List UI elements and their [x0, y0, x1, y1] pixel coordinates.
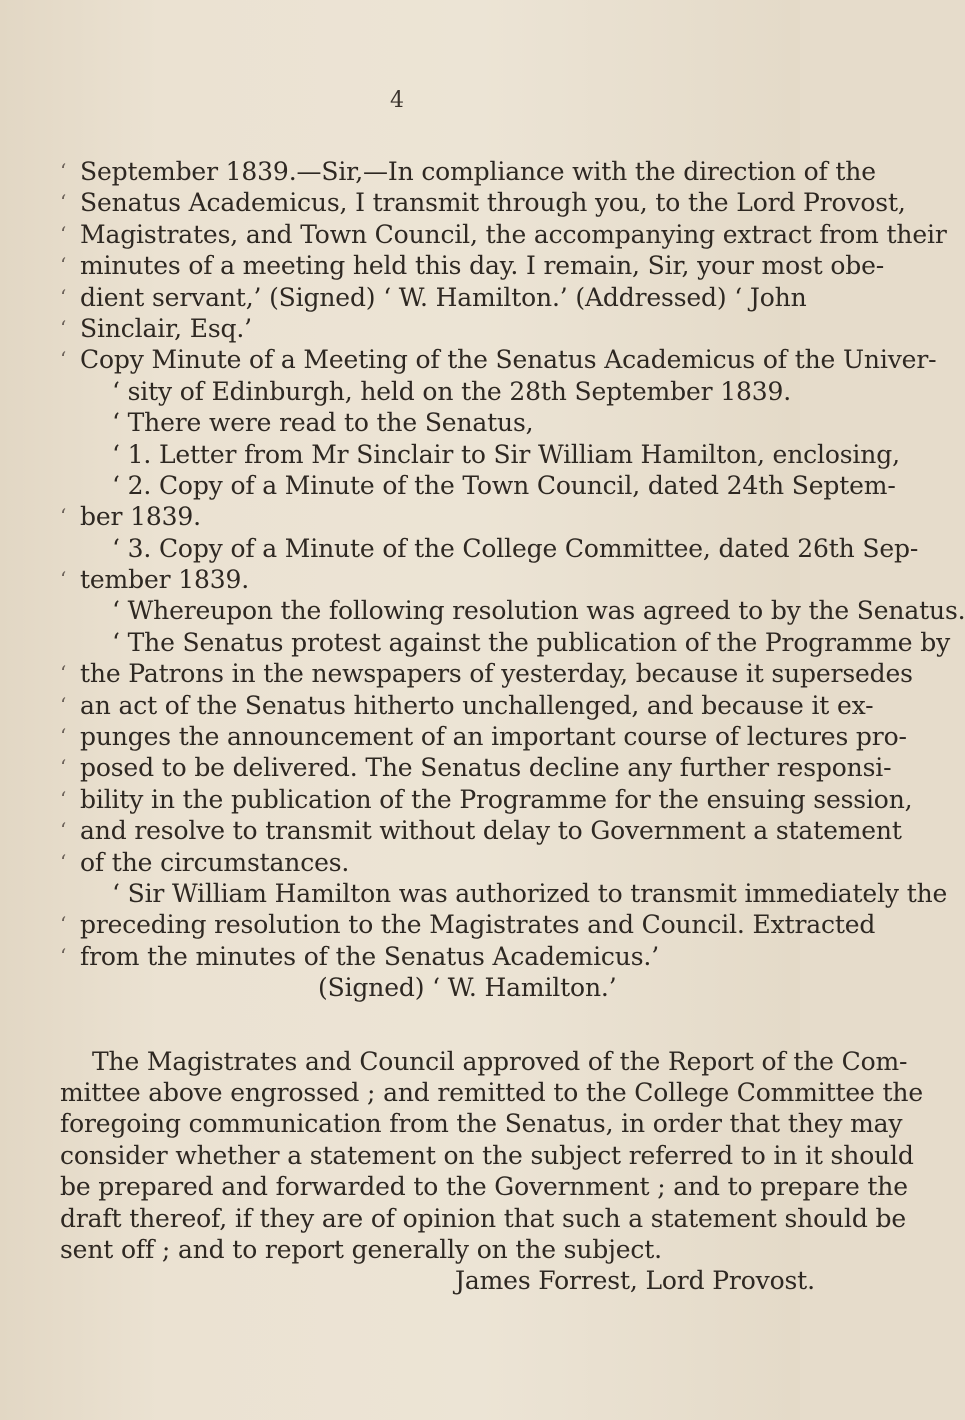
- quote-mark: ‘: [60, 504, 67, 529]
- line-text: of the circumstances.: [80, 847, 350, 877]
- text-line: [0, 1234, 800, 1265]
- quote-mark: ‘: [60, 221, 67, 246]
- line-text: an act of the Senatus hitherto unchallenged, and because it ex-: [80, 690, 874, 720]
- text-line: [0, 721, 907, 752]
- quote-mark: ‘: [60, 567, 67, 592]
- line-text: ‘ There were read to the Senatus,: [112, 408, 534, 438]
- text-line: [0, 941, 800, 972]
- line-text: mittee above engrossed ; and remitted to the College Committee the: [60, 1077, 923, 1107]
- text-line: [0, 344, 937, 375]
- line-text: dient servant,’ (Signed) ‘ W. Hamilton.’ (Addressed) ‘ John: [80, 282, 807, 312]
- line-text: (Signed) ‘ W. Hamilton.’: [318, 973, 617, 1003]
- text-line: [0, 1203, 906, 1234]
- text-line: [0, 282, 807, 313]
- line-text: tember 1839.: [80, 565, 250, 595]
- line-text: ber 1839.: [80, 502, 201, 532]
- quote-mark: ‘: [60, 315, 67, 340]
- line-text: Sinclair, Esq.’: [80, 313, 252, 343]
- text-line: [0, 690, 874, 721]
- text-line: [0, 470, 896, 501]
- text-line: [0, 156, 876, 187]
- line-text: bility in the publication of the Programme for the ensuing session,: [80, 784, 913, 814]
- line-text: September 1839.—Sir,—In compliance with the direction of the: [80, 157, 876, 186]
- line-text: The Magistrates and Council approved of the Report of the Com-: [92, 1046, 908, 1076]
- quote-mark: ‘: [60, 724, 67, 749]
- quote-mark: ‘: [60, 692, 67, 717]
- text-line: [0, 313, 800, 344]
- text-line: [0, 501, 800, 532]
- line-text: ‘ sity of Edinburgh, held on the 28th September 1839.: [112, 376, 792, 406]
- text-line: [0, 250, 885, 281]
- text-line: [0, 1265, 815, 1296]
- text-line: [0, 815, 902, 846]
- document-body: [0, 156, 965, 1297]
- line-text: ‘ The Senatus protest against the publication of the Programme by: [112, 627, 951, 657]
- line-text: foregoing communication from the Senatus, in order that they may: [60, 1109, 903, 1139]
- quote-mark: ‘: [60, 347, 67, 372]
- paragraph-gap: [0, 1004, 800, 1046]
- line-text: the Patrons in the newspapers of yesterday, because it supersedes: [80, 659, 913, 689]
- line-text: Copy Minute of a Meeting of the Senatus Academicus of the Univer-: [80, 345, 937, 375]
- quote-mark: ‘: [60, 284, 67, 309]
- text-line: [0, 752, 892, 783]
- quote-mark: ‘: [60, 661, 67, 686]
- quote-mark: ‘: [60, 159, 67, 183]
- text-line: [0, 1171, 908, 1202]
- text-line: [0, 533, 919, 564]
- text-line: [0, 187, 906, 218]
- quote-mark: ‘: [60, 818, 67, 843]
- line-text: ‘ 1. Letter from Mr Sinclair to Sir William Hamilton, enclosing,: [112, 439, 900, 469]
- page-number: 4: [390, 88, 404, 113]
- quote-mark: ‘: [60, 755, 67, 780]
- line-text: sent off ; and to report generally on the subject.: [60, 1234, 662, 1264]
- text-line: [0, 1046, 908, 1077]
- quote-mark: ‘: [60, 943, 67, 968]
- text-line: [0, 627, 951, 658]
- line-text: and resolve to transmit without delay to Government a statement: [80, 816, 902, 846]
- quote-mark: ‘: [60, 849, 67, 874]
- line-text: ‘ Whereupon the following resolution was agreed to by the Senatus.: [112, 596, 965, 626]
- text-line: [0, 407, 800, 438]
- text-line: [0, 1077, 923, 1108]
- text-line: [0, 219, 947, 250]
- line-text: ‘ 2. Copy of a Minute of the Town Council, dated 24th Septem-: [112, 470, 896, 500]
- line-text: posed to be delivered. The Senatus decline any further responsi-: [80, 753, 892, 783]
- text-line: [0, 1108, 903, 1139]
- line-text: James Forrest, Lord Provost.: [455, 1266, 815, 1296]
- quote-mark: ‘: [60, 912, 67, 937]
- text-line: [0, 909, 876, 940]
- text-line: [0, 847, 800, 878]
- text-line: [0, 1140, 914, 1171]
- text-line: [0, 595, 965, 626]
- text-line: [0, 658, 913, 689]
- line-text: Senatus Academicus, I transmit through you, to the Lord Provost,: [80, 188, 906, 218]
- line-text: ‘ Sir William Hamilton was authorized to transmit immediately the: [112, 878, 948, 908]
- line-text: consider whether a statement on the subject referred to in it should: [60, 1140, 914, 1170]
- line-text: from the minutes of the Senatus Academicus.’: [80, 941, 659, 971]
- quote-mark: ‘: [60, 190, 67, 215]
- quote-mark: ‘: [60, 786, 67, 811]
- line-text: ‘ 3. Copy of a Minute of the College Committee, dated 26th Sep-: [112, 533, 919, 563]
- text-line: [0, 878, 948, 909]
- text-line: [0, 376, 800, 407]
- text-line: [0, 972, 800, 1003]
- text-line: [0, 439, 900, 470]
- line-text: draft thereof, if they are of opinion that such a statement should be: [60, 1203, 906, 1233]
- line-text: punges the announcement of an important course of lectures pro-: [80, 722, 907, 752]
- line-text: be prepared and forwarded to the Government ; and to prepare the: [60, 1172, 908, 1202]
- text-line: [0, 564, 800, 595]
- line-text: preceding resolution to the Magistrates and Council. Extracted: [80, 910, 876, 940]
- line-text: minutes of a meeting held this day. I remain, Sir, your most obe-: [80, 251, 885, 281]
- text-line: [0, 784, 913, 815]
- line-text: Magistrates, and Town Council, the accompanying extract from their: [80, 219, 947, 249]
- quote-mark: ‘: [60, 253, 67, 278]
